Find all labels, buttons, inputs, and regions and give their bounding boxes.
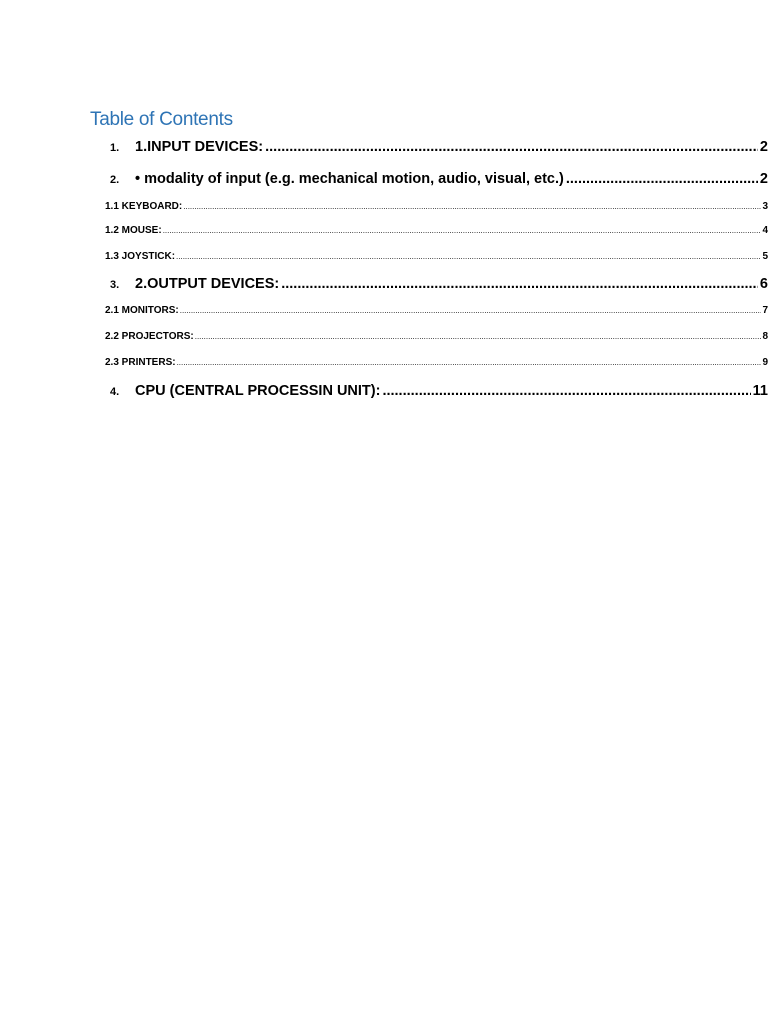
toc-entry-cpu[interactable] <box>110 383 768 403</box>
toc-dot-leader <box>382 383 750 399</box>
toc-entry-page: 9 <box>762 357 768 368</box>
toc-entry-label: 1.1 KEYBOARD: <box>105 201 183 212</box>
toc-dot-leader <box>176 252 761 261</box>
toc-entry-label: 2.3 PRINTERS: <box>105 357 176 368</box>
toc-dot-leader <box>281 276 758 292</box>
toc-entry-monitors[interactable] <box>105 305 768 319</box>
toc-entry-label: 1.3 JOYSTICK: <box>105 251 176 262</box>
toc-entry-page: 7 <box>762 305 768 316</box>
toc-dot-leader <box>265 139 758 155</box>
toc-entry-input-devices[interactable] <box>110 139 768 159</box>
toc-dot-leader <box>183 202 761 211</box>
toc-dot-leader <box>163 226 762 235</box>
toc-entry-keyboard[interactable] <box>105 201 768 215</box>
toc-dot-leader <box>195 332 762 341</box>
toc-entry-number: 3. <box>110 279 120 291</box>
toc-title: Table of Contents <box>90 109 233 130</box>
toc-entry-projectors[interactable] <box>105 331 768 345</box>
toc-entry-label: CPU (CENTRAL PROCESSIN UNIT): <box>135 383 381 399</box>
toc-entry-page: 8 <box>762 331 768 342</box>
toc-entry-page: 3 <box>762 201 768 212</box>
toc-entry-label: • modality of input (e.g. mechanical motion, audio, visual, etc.) <box>135 171 564 187</box>
toc-entry-label: 2.1 MONITORS: <box>105 305 179 316</box>
toc-dot-leader <box>180 306 762 315</box>
toc-entry-page: 2 <box>759 171 768 187</box>
toc-entry-label: 2.OUTPUT DEVICES: <box>135 276 280 292</box>
toc-entry-printers[interactable] <box>105 357 768 371</box>
toc-entry-page: 6 <box>759 276 768 292</box>
toc-entry-label: 2.2 PROJECTORS: <box>105 331 194 342</box>
toc-entry-page: 5 <box>762 251 768 262</box>
toc-entry-number: 1. <box>110 142 120 154</box>
toc-dot-leader <box>177 358 762 367</box>
toc-entry-page: 4 <box>762 225 768 236</box>
toc-entry-page: 11 <box>752 383 768 399</box>
toc-entry-output-devices[interactable] <box>110 276 768 296</box>
toc-entry-number: 2. <box>110 174 120 186</box>
toc-entry-page: 2 <box>759 139 768 155</box>
toc-entry-label: 1.2 MOUSE: <box>105 225 162 236</box>
toc-dot-leader <box>566 171 758 187</box>
toc-entry-modality-of-input[interactable] <box>110 171 768 191</box>
toc-entry-label: 1.INPUT DEVICES: <box>135 139 264 155</box>
toc-entry-joystick[interactable] <box>105 251 768 265</box>
toc-entry-number: 4. <box>110 386 120 398</box>
toc-entry-mouse[interactable] <box>105 225 768 239</box>
